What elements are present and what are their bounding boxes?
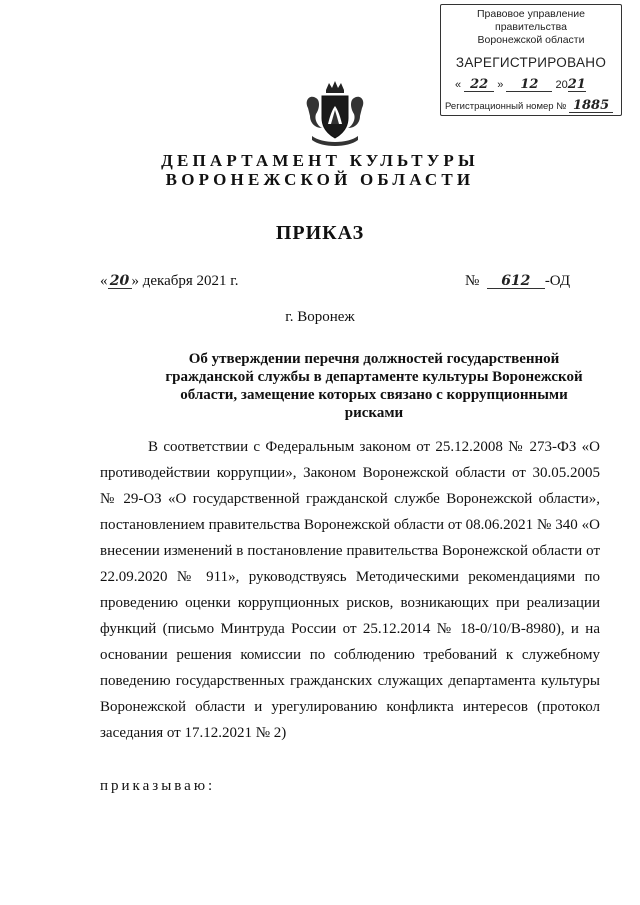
department-name-line2: ВОРОНЕЖСКОЙ ОБЛАСТИ xyxy=(165,170,475,189)
order-body xyxy=(100,434,600,746)
body-paragraph: В соответствии с Федеральным законом от 25.12.2008 № 273-ФЗ «О противодействии коррупции», Законом Воронежской области от 30.05.2005 № 29-ОЗ «О государственной гражданской службе Воронежской области», постановлением правительства Воронежской области от 08.06.2021 № 340 «О внесении изменений в постановление правительства Воронежской области от 22.09.2020 № 911», руководствуясь Методическими рекомендациями по проведению оценки коррупционных рисков, возникающих при реализации функций (письмо Минтруда России от 25.12.2014 № 18-0/10/В-8980), и на основании решения комиссии по соблюдению требований к служебному поведению государственных гражданских служащих департамента культуры Воронежской области и урегулированию конфликта интересов (протокол заседания от 17.12.2021 № 2) xyxy=(100,439,600,741)
stamp-reg-number-line xyxy=(445,99,621,113)
city-line: г. Воронеж xyxy=(285,309,355,325)
stamp-date-year-suffix: 21 xyxy=(567,77,586,92)
order-word: приказываю: xyxy=(100,778,216,794)
order-number-label: № xyxy=(465,273,480,289)
stamp-reg-number-label: Регистрационный номер № xyxy=(445,101,567,112)
order-number-value: 612 xyxy=(487,275,545,289)
order-date: « 20 » декабря 2021 г. xyxy=(100,273,239,289)
stamp-organization xyxy=(441,8,621,47)
stamp-reg-number: 1885 xyxy=(569,99,613,113)
order-number-suffix: -ОД xyxy=(544,273,571,289)
registration-stamp xyxy=(440,4,622,116)
order-date-month-year: декабря 2021 г. xyxy=(142,273,239,289)
order-number xyxy=(465,273,570,290)
stamp-date-month: 12 xyxy=(506,78,552,92)
document-title: ПРИКАЗ xyxy=(275,222,365,244)
department-name-line1: ДЕПАРТАМЕНТ КУЛЬТУРЫ xyxy=(161,151,479,170)
order-subject: Об утверждении перечня должностей государственной гражданской службы в департаменте культуры Воронежской области, замещение которых связано с коррупционными рисками xyxy=(165,351,583,421)
order-date-day: 20 xyxy=(108,275,132,289)
stamp-org-line2: Воронежской области xyxy=(477,34,585,46)
stamp-registered-label: ЗАРЕГИСТРИРОВАНО xyxy=(455,55,607,70)
stamp-org-line1: Правовое управление правительства xyxy=(476,8,585,33)
stamp-date-day: 22 xyxy=(464,78,494,92)
stamp-date: « 22 » 12 2021 xyxy=(455,77,586,92)
stamp-date-year-prefix: 20 xyxy=(555,79,568,91)
coat-of-arms-emblem xyxy=(302,80,368,150)
